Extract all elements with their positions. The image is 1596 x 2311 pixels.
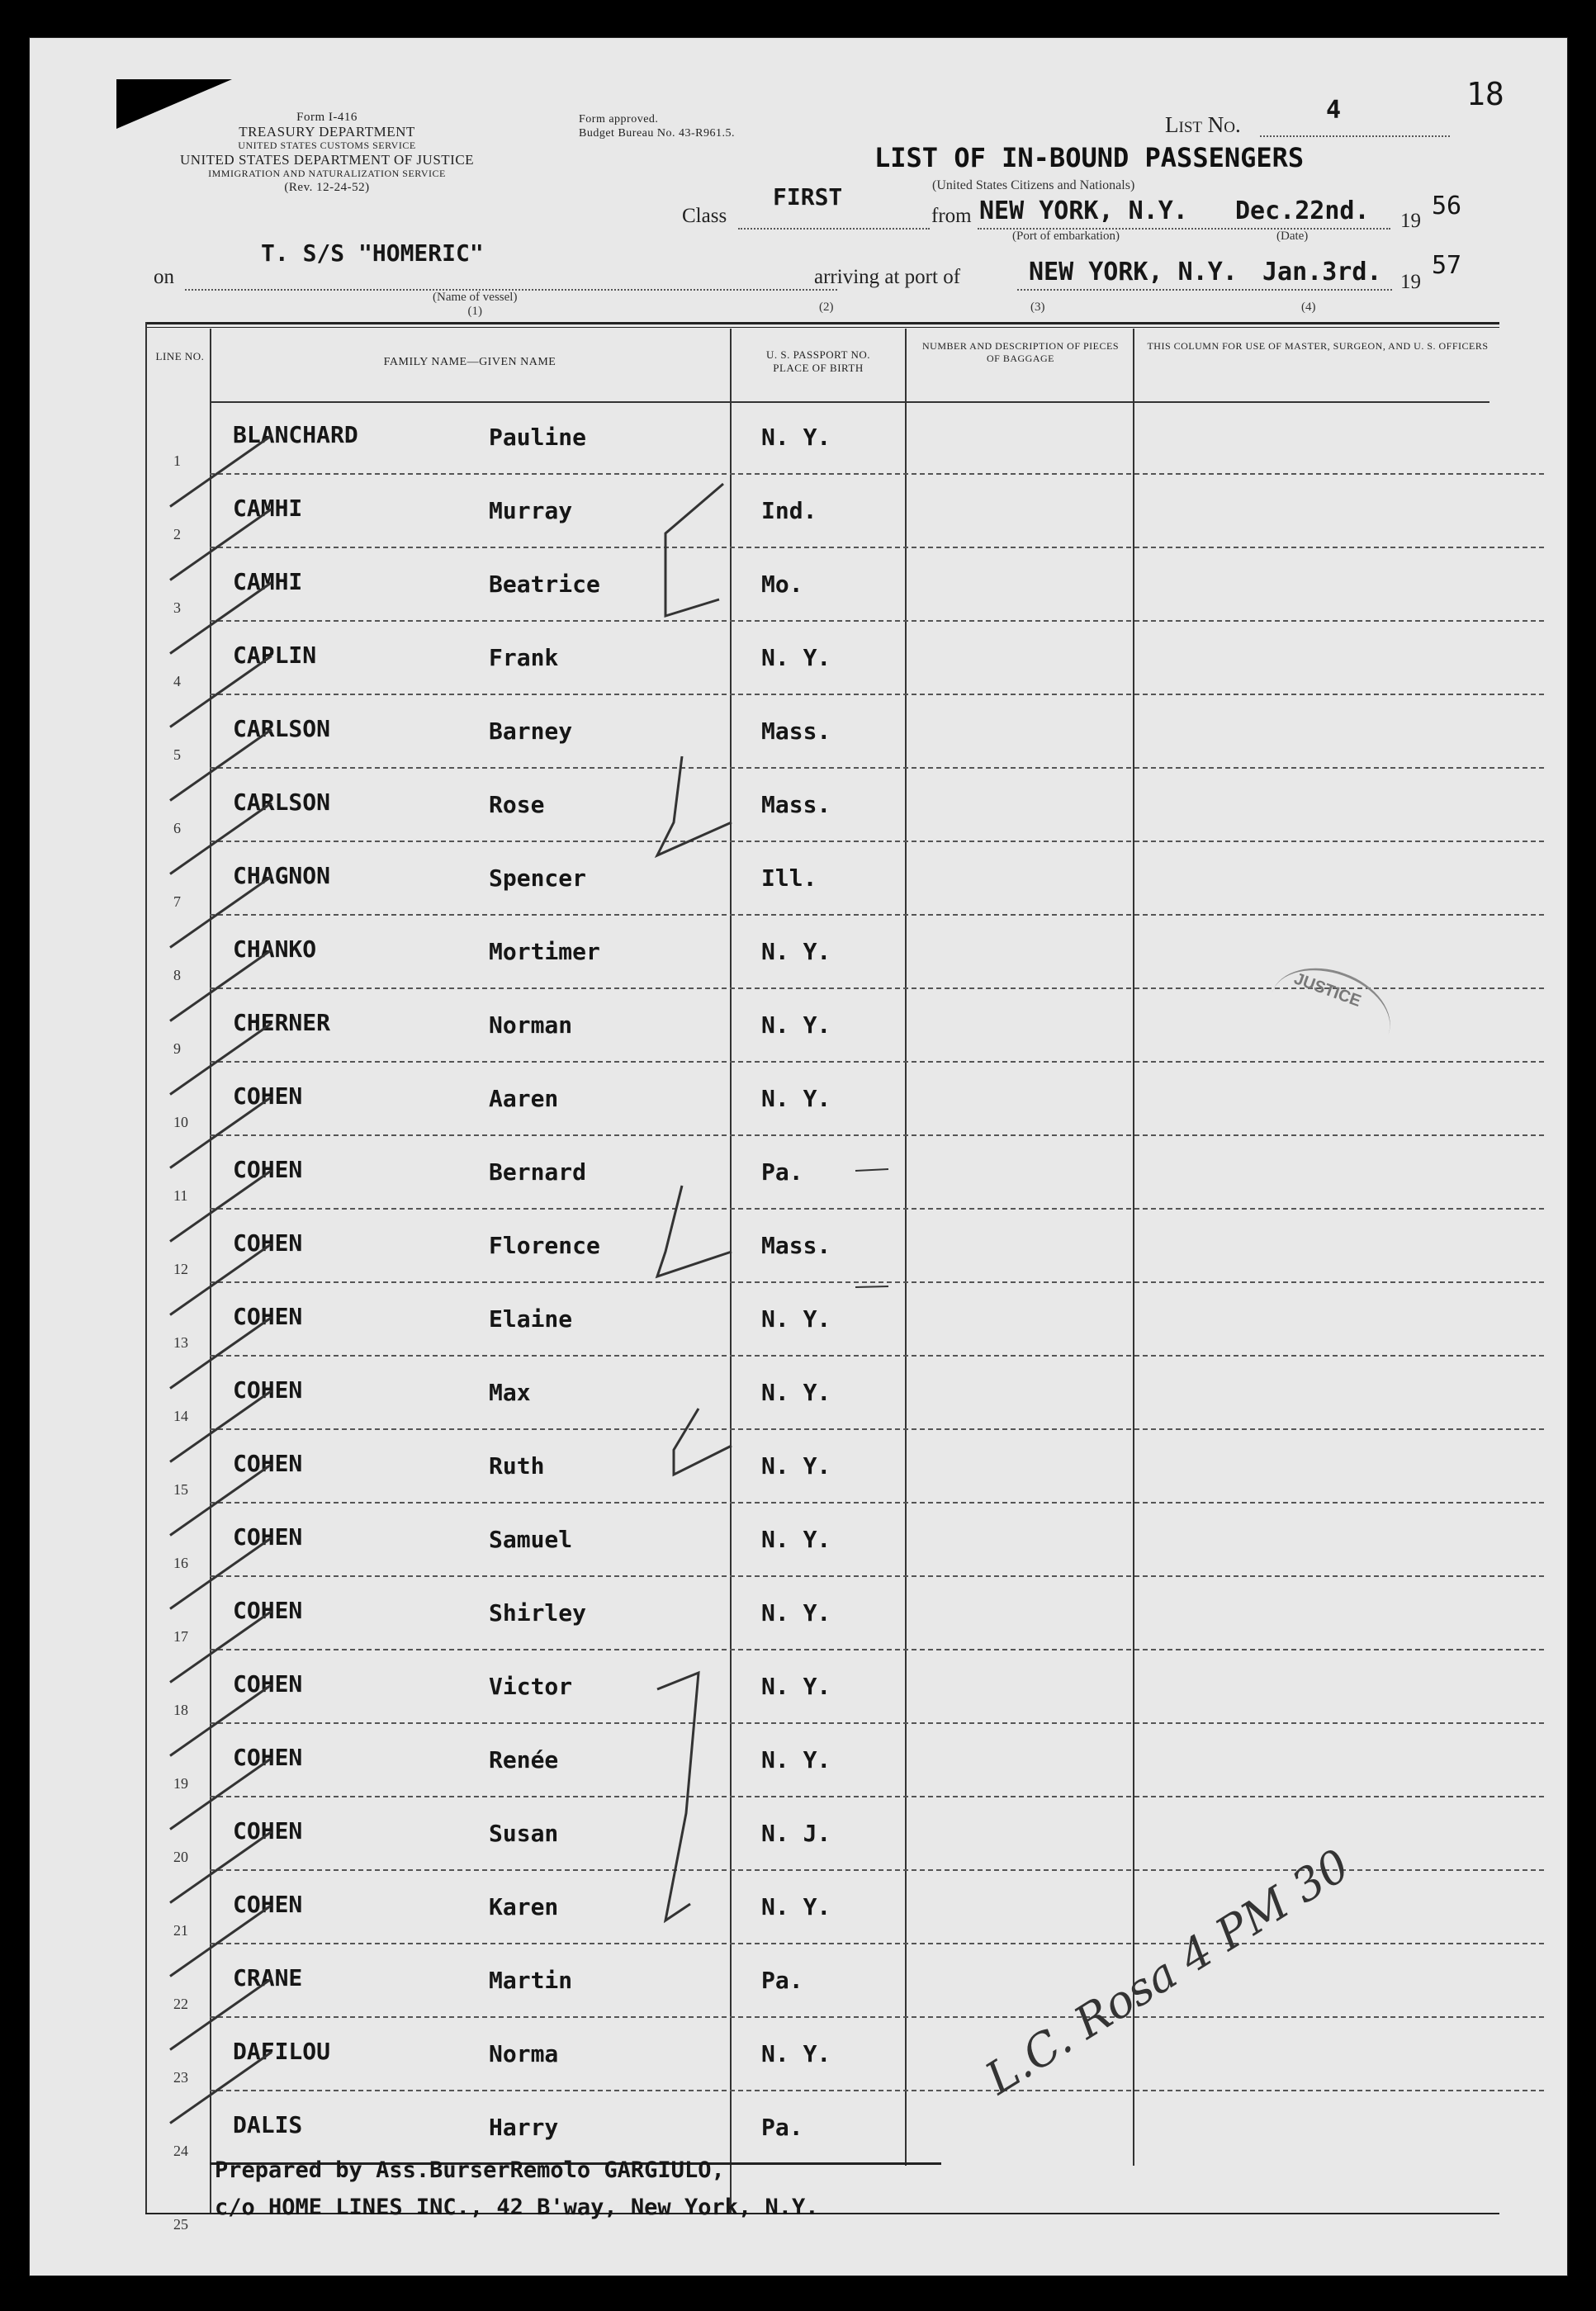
place-of-birth: N. Y. [761, 1011, 831, 1039]
given-name: Frank [489, 644, 559, 671]
line-number: 15 [173, 1481, 188, 1498]
column-2-caption: (2) [819, 301, 834, 314]
family-name: CAPLIN [233, 642, 317, 669]
line-number: 9 [173, 1040, 181, 1057]
line-number: 23 [173, 2069, 188, 2086]
line-number: 20 [173, 1849, 188, 1865]
manifest-sheet [30, 38, 1567, 2275]
line-number: 1 [173, 452, 181, 469]
family-name: CRANE [233, 1964, 303, 1991]
class-label: Class [682, 205, 727, 227]
given-name: Rose [489, 791, 545, 818]
line-number: 5 [173, 746, 181, 763]
given-name: Harry [489, 2114, 559, 2141]
given-name: Aaren [489, 1085, 559, 1112]
form-approved: Form approved. [579, 113, 659, 125]
header-line-no: LINE NO. [155, 350, 205, 362]
arrival-year-prefix: 19 [1400, 271, 1421, 293]
given-name: Renée [489, 1746, 559, 1774]
handwritten-brackets [30, 38, 1567, 2275]
arrival-year: 57 [1432, 251, 1462, 280]
line-number: 16 [173, 1555, 188, 1571]
list-title: LIST OF IN-BOUND PASSENGERS [874, 142, 1305, 173]
from-date: Dec.22nd. [1235, 197, 1370, 225]
place-of-birth: Ill. [761, 864, 817, 892]
place-of-birth: N. Y. [761, 644, 831, 671]
family-name: CHERNER [233, 1009, 331, 1036]
place-of-birth: Ind. [761, 497, 817, 524]
vessel-name: T. S/S "HOMERIC" [261, 239, 484, 267]
line-number: 25 [173, 2216, 188, 2233]
arriving-label: arriving at port of [814, 266, 961, 288]
family-name: CAMHI [233, 495, 303, 522]
given-name: Beatrice [489, 571, 600, 598]
header-officers: THIS COLUMN FOR USE OF MASTER, SURGEON, AND U. S. OFFICERS [1147, 340, 1489, 352]
place-of-birth: N. Y. [761, 1526, 831, 1553]
family-name: COHEN [233, 1523, 303, 1551]
inspector-signature: L.C. Rosa 4 PM 30 [976, 1839, 1359, 2105]
place-of-birth: Mass. [761, 791, 831, 818]
place-of-birth: N. Y. [761, 1085, 831, 1112]
column-4-caption: (4) [1301, 301, 1316, 314]
header-baggage: NUMBER AND DESCRIPTION OF PIECES OF BAGGAGE [921, 340, 1120, 364]
family-name: DALIS [233, 2111, 303, 2138]
line-number: 7 [173, 893, 181, 910]
place-of-birth: N. Y. [761, 1305, 831, 1333]
family-name: COHEN [233, 1817, 303, 1845]
given-name: Max [489, 1379, 531, 1406]
justice-dept: UNITED STATES DEPARTMENT OF JUSTICE [179, 152, 475, 168]
given-name: Martin [489, 1967, 573, 1994]
line-number: 17 [173, 1628, 188, 1645]
given-name: Bernard [489, 1158, 587, 1186]
given-name: Victor [489, 1673, 573, 1700]
line-number: 2 [173, 526, 181, 542]
given-name: Shirley [489, 1599, 587, 1627]
family-name: BLANCHARD [233, 421, 358, 448]
from-year-prefix: 19 [1400, 210, 1421, 232]
family-name: CARLSON [233, 715, 331, 742]
family-name: COHEN [233, 1670, 303, 1698]
page-number: 18 [1466, 76, 1504, 112]
place-of-birth: N. Y. [761, 1452, 831, 1480]
place-of-birth: N. Y. [761, 1893, 831, 1920]
line-number: 4 [173, 673, 181, 689]
class-value: FIRST [773, 183, 843, 211]
header-passport: U. S. PASSPORT NO. PLACE OF BIRTH [766, 348, 870, 374]
treasury-dept: TREASURY DEPARTMENT [239, 124, 415, 140]
given-name: Murray [489, 497, 573, 524]
line-number: 6 [173, 820, 181, 836]
prepared-by-line1: Prepared by Ass.BurserRemolo GARGIULO, [215, 2157, 725, 2183]
given-name: Norma [489, 2040, 559, 2067]
column-3-caption: (3) [1030, 301, 1045, 314]
place-of-birth: Pa. [761, 2114, 803, 2141]
line-number: 22 [173, 1996, 188, 2012]
given-name: Norman [489, 1011, 573, 1039]
given-name: Spencer [489, 864, 587, 892]
place-of-birth: Pa. [761, 1967, 803, 1994]
header-name: FAMILY NAME—GIVEN NAME [383, 356, 556, 368]
line-number: 18 [173, 1702, 188, 1718]
given-name: Samuel [489, 1526, 573, 1553]
line-number: 8 [173, 967, 181, 983]
line-number: 19 [173, 1775, 188, 1792]
family-name: COHEN [233, 1229, 303, 1257]
place-of-birth: N. Y. [761, 938, 831, 965]
revision-date: (Rev. 12-24-52) [284, 181, 370, 194]
on-label: on [154, 266, 174, 288]
family-name: CHANKO [233, 935, 317, 963]
given-name: Karen [489, 1893, 559, 1920]
place-of-birth: N. J. [761, 1820, 831, 1847]
arrival-port: NEW YORK, N.Y. [1029, 258, 1238, 287]
place-of-birth: Mass. [761, 717, 831, 745]
from-port: NEW YORK, N.Y. [979, 197, 1188, 225]
line-number: 24 [173, 2143, 188, 2159]
list-subtitle: (United States Citizens and Nationals) [932, 178, 1135, 192]
line-number: 12 [173, 1261, 188, 1277]
form-number: Form I-416 [296, 111, 358, 124]
given-name: Barney [489, 717, 573, 745]
place-of-birth: N. Y. [761, 1746, 831, 1774]
line-number: 10 [173, 1114, 188, 1130]
column-1-caption: (1) [467, 305, 482, 318]
line-number: 3 [173, 599, 181, 616]
list-no-label: List No. [1165, 112, 1241, 137]
place-of-birth: N. Y. [761, 1673, 831, 1700]
family-name: COHEN [233, 1450, 303, 1477]
given-name: Ruth [489, 1452, 545, 1480]
date-caption: (Date) [1276, 230, 1309, 243]
line-number: 11 [173, 1187, 188, 1204]
family-name: CHAGNON [233, 862, 331, 889]
budget-bureau: Budget Bureau No. 43-R961.5. [579, 127, 735, 140]
place-of-birth: N. Y. [761, 424, 831, 451]
family-name: DAFILOU [233, 2038, 331, 2065]
place-of-birth: Mass. [761, 1232, 831, 1259]
place-of-birth: N. Y. [761, 1599, 831, 1627]
from-year: 56 [1432, 192, 1462, 220]
vessel-caption: (Name of vessel) [433, 291, 518, 304]
family-name: CARLSON [233, 788, 331, 816]
family-name: COHEN [233, 1376, 303, 1404]
given-name: Elaine [489, 1305, 573, 1333]
family-name: COHEN [233, 1744, 303, 1771]
arrival-date: Jan.3rd. [1262, 258, 1382, 287]
family-name: COHEN [233, 1082, 303, 1110]
family-name: COHEN [233, 1156, 303, 1183]
line-number: 14 [173, 1408, 188, 1424]
list-number-value: 4 [1326, 96, 1342, 125]
ins-service: IMMIGRATION AND NATURALIZATION SERVICE [208, 168, 446, 179]
place-of-birth: N. Y. [761, 1379, 831, 1406]
from-label: from [931, 205, 972, 227]
given-name: Pauline [489, 424, 587, 451]
stamp-text: JUSTICE [1291, 969, 1364, 1011]
place-of-birth: Pa. [761, 1158, 803, 1186]
prepared-by-line2: c/o HOME LINES INC., 42 B'way, New York, N.Y. [215, 2195, 819, 2220]
line-number: 21 [173, 1922, 188, 1939]
embarkation-caption: (Port of embarkation) [1012, 230, 1120, 243]
place-of-birth: Mo. [761, 571, 803, 598]
family-name: COHEN [233, 1891, 303, 1918]
family-name: CAMHI [233, 568, 303, 595]
place-of-birth: N. Y. [761, 2040, 831, 2067]
given-name: Mortimer [489, 938, 600, 965]
customs-service: UNITED STATES CUSTOMS SERVICE [238, 140, 416, 151]
line-number: 13 [173, 1334, 188, 1351]
family-name: COHEN [233, 1303, 303, 1330]
given-name: Florence [489, 1232, 600, 1259]
given-name: Susan [489, 1820, 559, 1847]
family-name: COHEN [233, 1597, 303, 1624]
